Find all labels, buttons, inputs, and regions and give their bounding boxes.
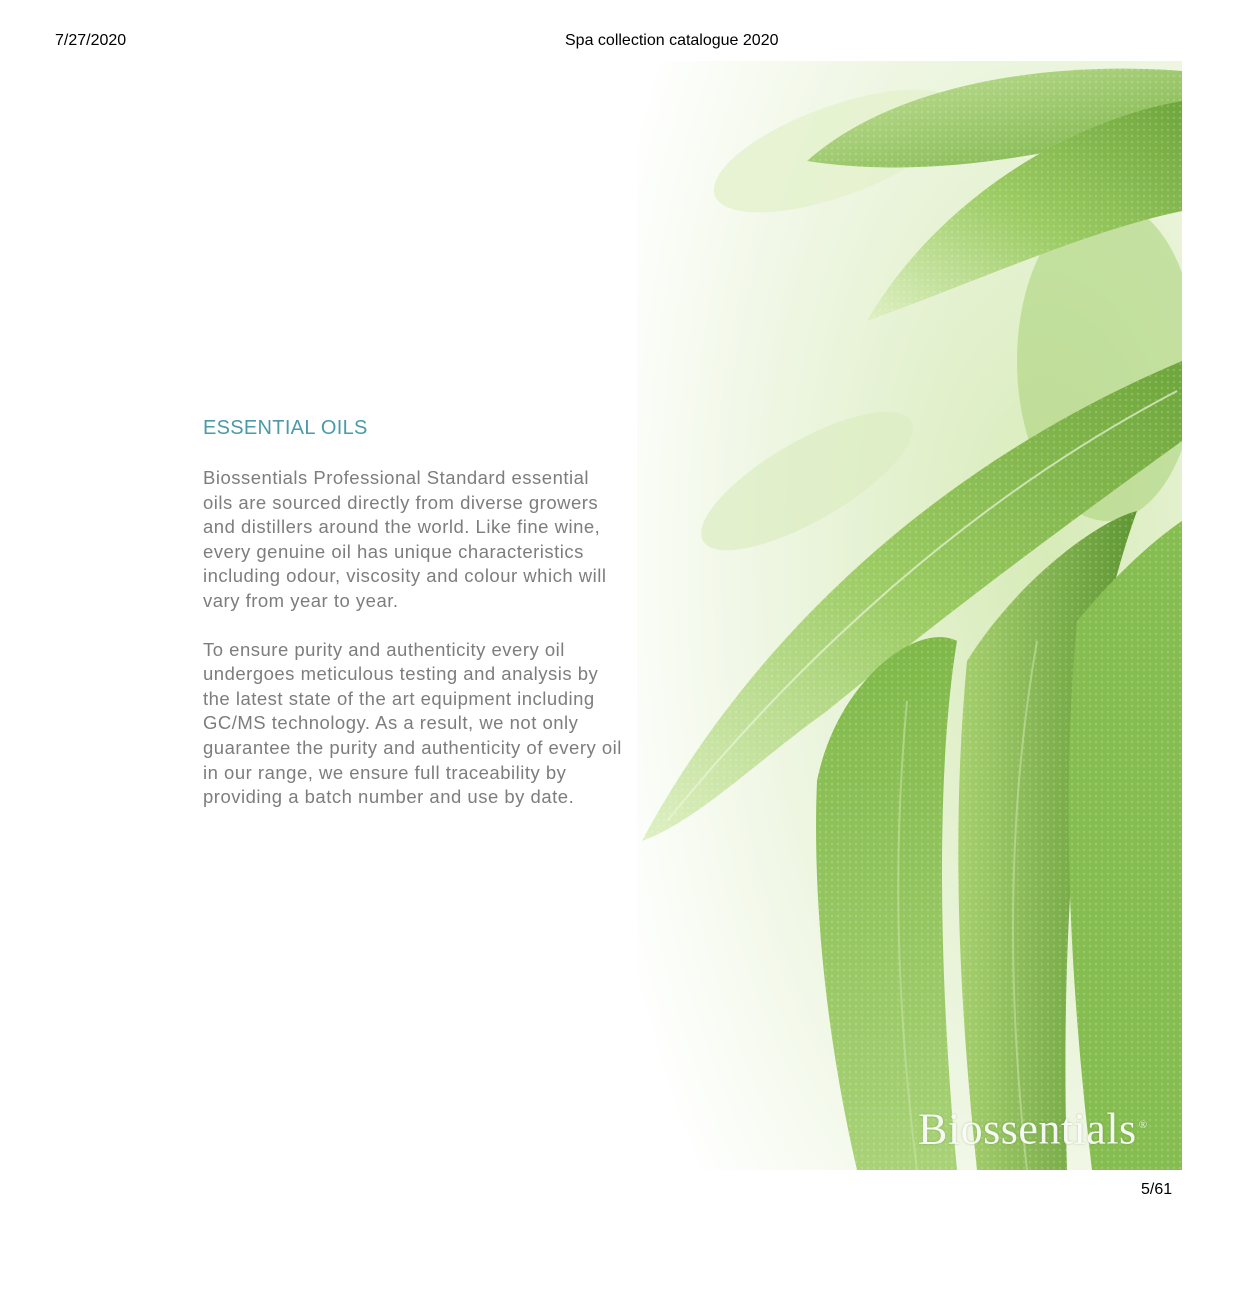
section-title: ESSENTIAL OILS: [203, 417, 368, 439]
intro-paragraph: Biossentials Professional Standard essential oils are sourced directly from diverse growers and distillers around the world. Like fine wine, every genuine oil has unique characteristics including odour, viscosity and colour which will vary from year to year.: [203, 467, 607, 611]
biossentials-logo: [918, 1100, 1148, 1155]
print-date: 7/27/2020: [55, 32, 127, 49]
page-number: 5/61: [1141, 1181, 1173, 1198]
brand-wordmark: Biossentials: [918, 1104, 1137, 1154]
document-title: Spa collection catalogue 2020: [565, 32, 779, 49]
purity-paragraph: To ensure purity and authenticity every oil undergoes meticulous testing and analysis by the latest state of the art equipment including GC/MS technology. As a result, we not only guarantee the purity and authenticity of every oil in our range, we ensure full traceability by providing a batch number and use by date.: [203, 638, 622, 808]
essential-oils-section: [203, 416, 623, 834]
registered-mark: ®: [1138, 1119, 1148, 1131]
sage-leaves-photo: [637, 61, 1182, 1170]
